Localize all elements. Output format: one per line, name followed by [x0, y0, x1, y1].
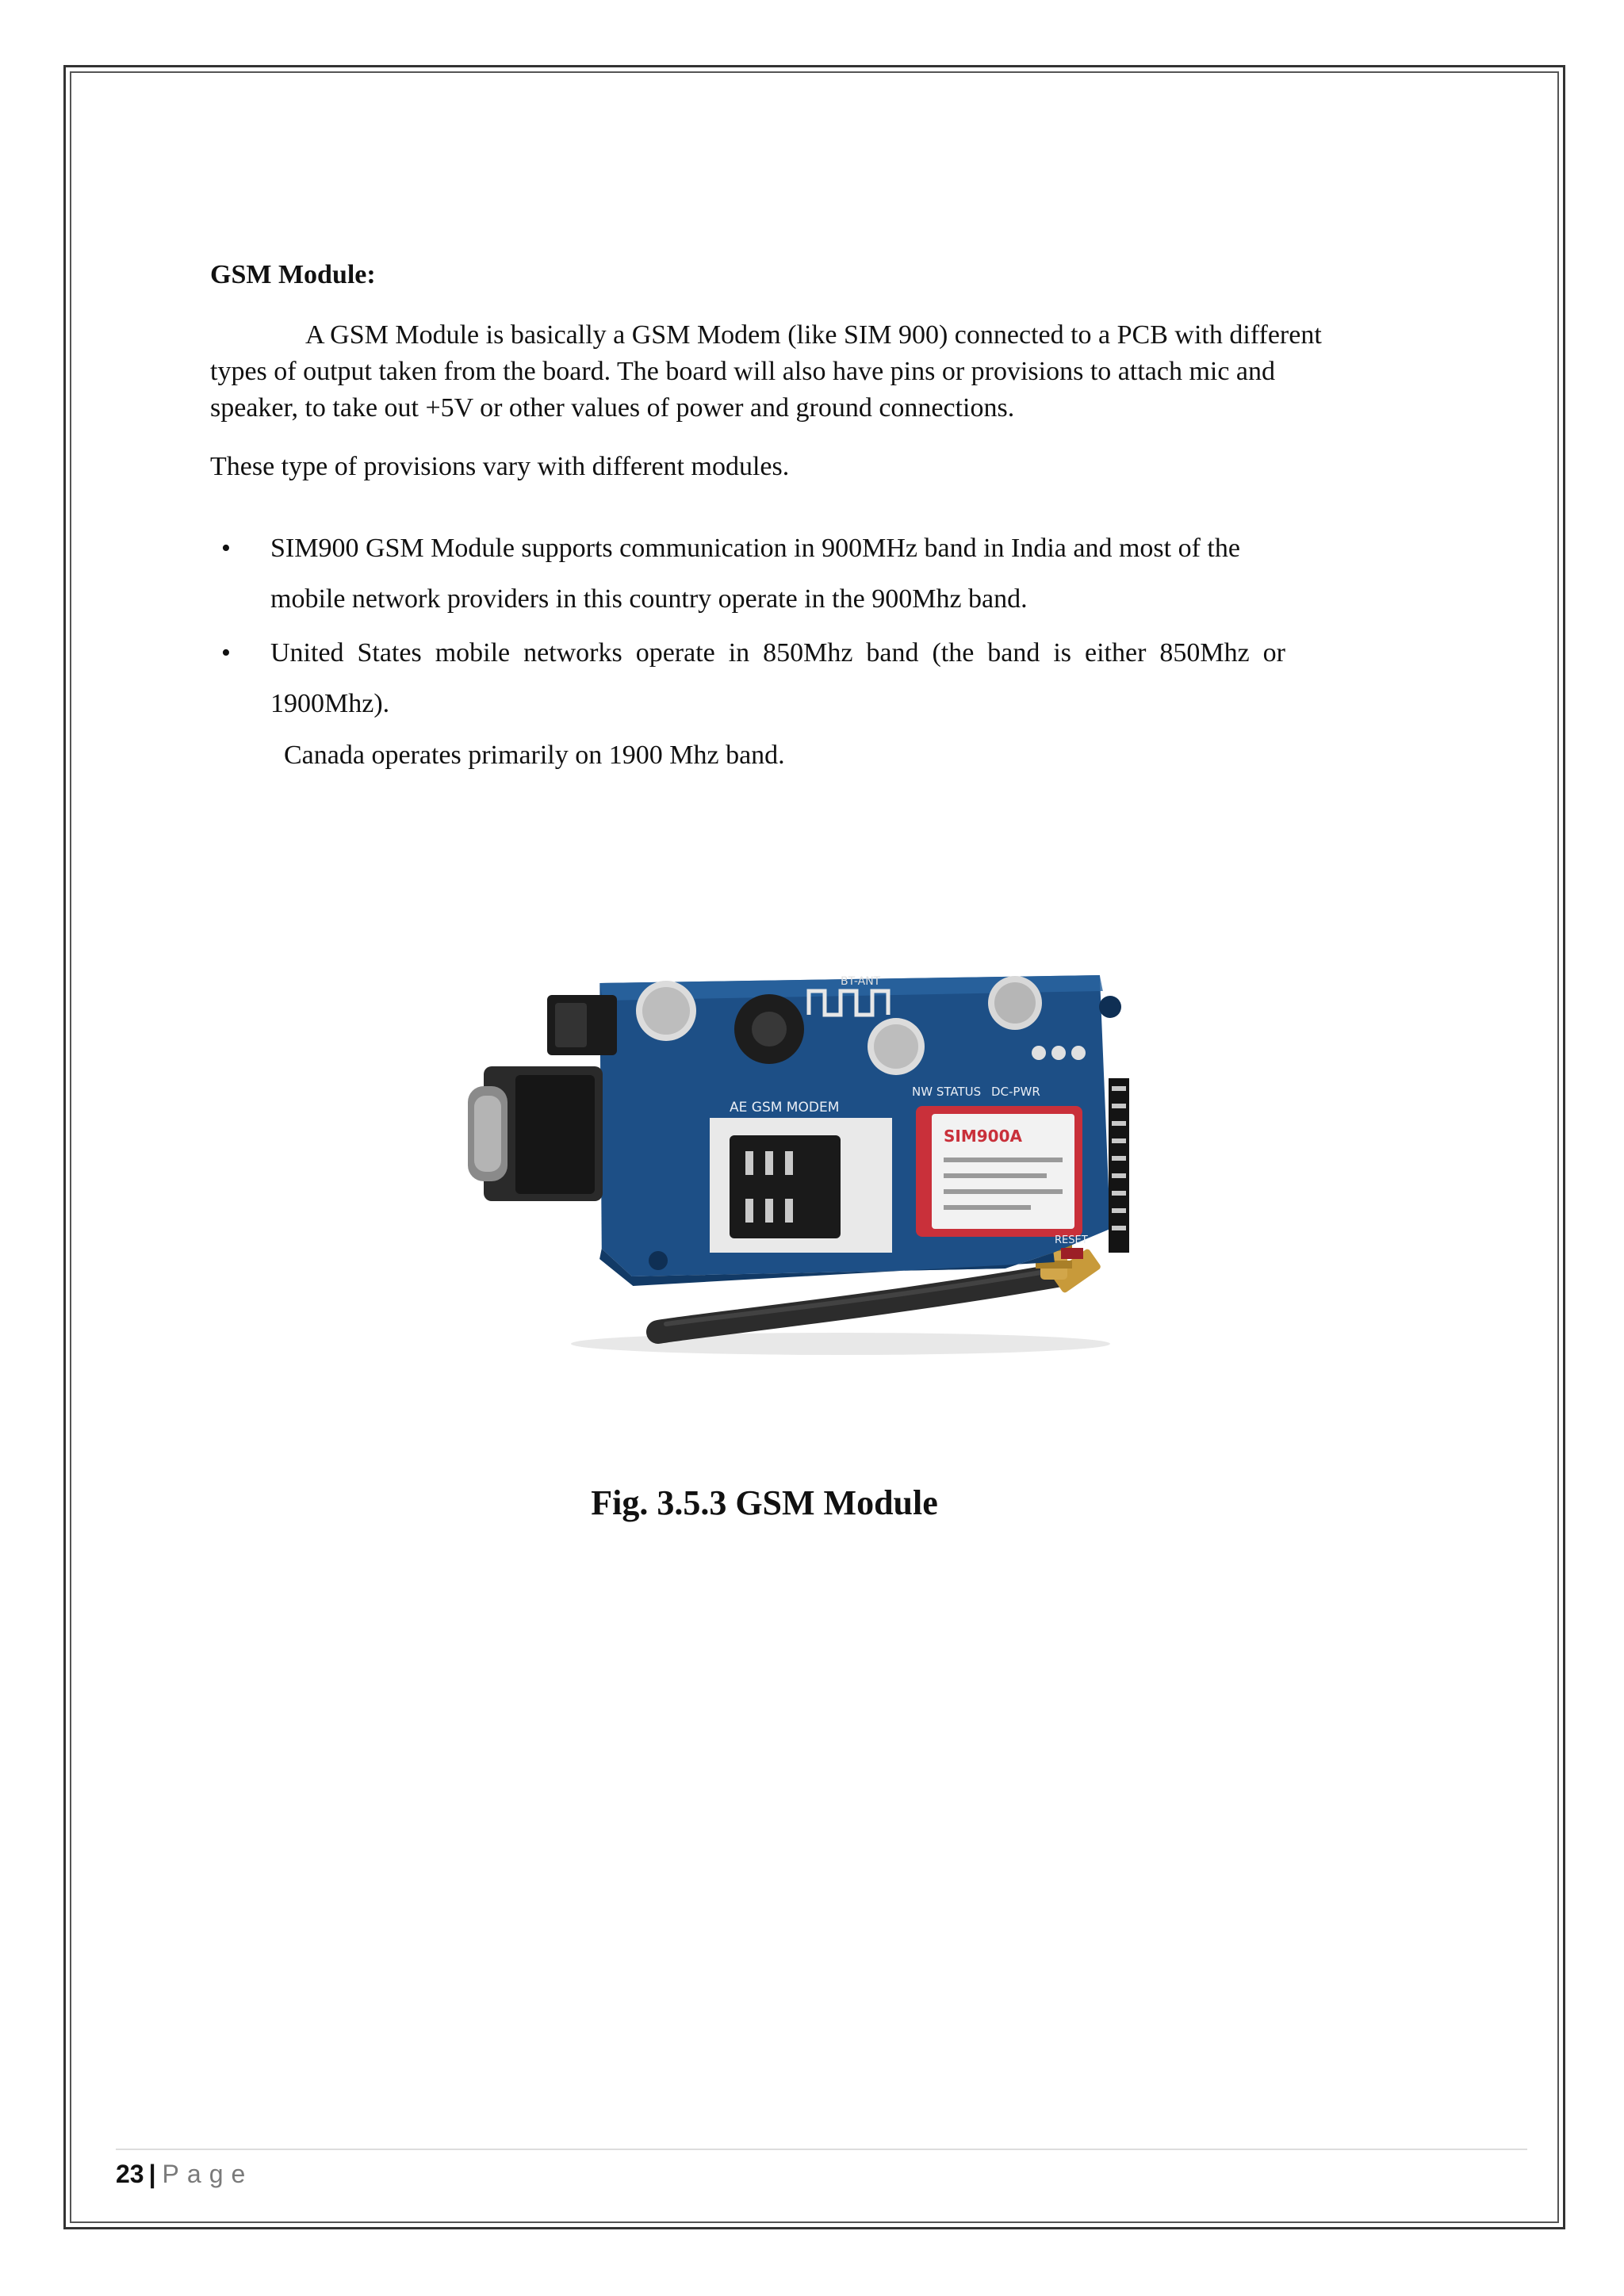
dc-pwr-label: DC-PWR — [991, 1085, 1040, 1099]
antenna-mark-label: BT-ANT — [841, 975, 881, 988]
page-number: 23 — [116, 2160, 144, 2188]
bullet-icon: • — [221, 638, 231, 668]
chip-brand-label: SIM900A — [944, 1127, 1022, 1146]
canada-line: Canada operates primarily on 1900 Mhz band. — [284, 740, 785, 770]
serial-port-icon — [468, 1066, 603, 1201]
page-footer — [116, 2158, 253, 2190]
gsm-module-figure — [468, 928, 1166, 1372]
reset-label: RESET — [1055, 1234, 1088, 1246]
footer-divider — [116, 2149, 1527, 2150]
section-heading: GSM Module: — [210, 260, 376, 289]
reset-button-icon — [1061, 1248, 1083, 1259]
list-item-text: SIM900 GSM Module supports communication in 900MHz band in India and most of the mobile network providers in this country operate in the 900Mhz band. — [270, 534, 1240, 614]
list-item — [210, 628, 1285, 729]
figure-caption-text: Fig. 3.5.3 GSM Module — [591, 1483, 938, 1522]
footer-separator: | — [148, 2160, 156, 2188]
bullet-icon: • — [221, 534, 231, 563]
modem-label: AE GSM MODEM — [730, 1100, 840, 1115]
page-label: Page — [162, 2160, 254, 2188]
led-icon — [1051, 1046, 1066, 1060]
list-item-text: United States mobile networks operate in 850Mhz band (the band is either 850Mhz or 1900Mhz). — [270, 638, 1285, 718]
gsm-module-image — [468, 928, 1166, 1372]
net-status-label: NW STATUS — [912, 1085, 982, 1099]
provisions-paragraph: These type of provisions vary with different modules. — [210, 452, 790, 481]
led-icon — [1032, 1046, 1046, 1060]
intro-paragraph: A GSM Module is basically a GSM Modem (like SIM 900) connected to a PCB with different types of output taken from the board. The board will also have pins or provisions to attach mic and speaker, to take out +5V or other values of power and ground connections. — [210, 320, 1322, 423]
mount-hole-icon — [1099, 996, 1121, 1018]
list-item — [210, 523, 1320, 625]
mount-hole-icon — [649, 1251, 668, 1270]
header-pins-icon — [1109, 1078, 1129, 1253]
figure-caption — [0, 1483, 1624, 1523]
led-icon — [1071, 1046, 1086, 1060]
band-list — [210, 523, 1320, 733]
